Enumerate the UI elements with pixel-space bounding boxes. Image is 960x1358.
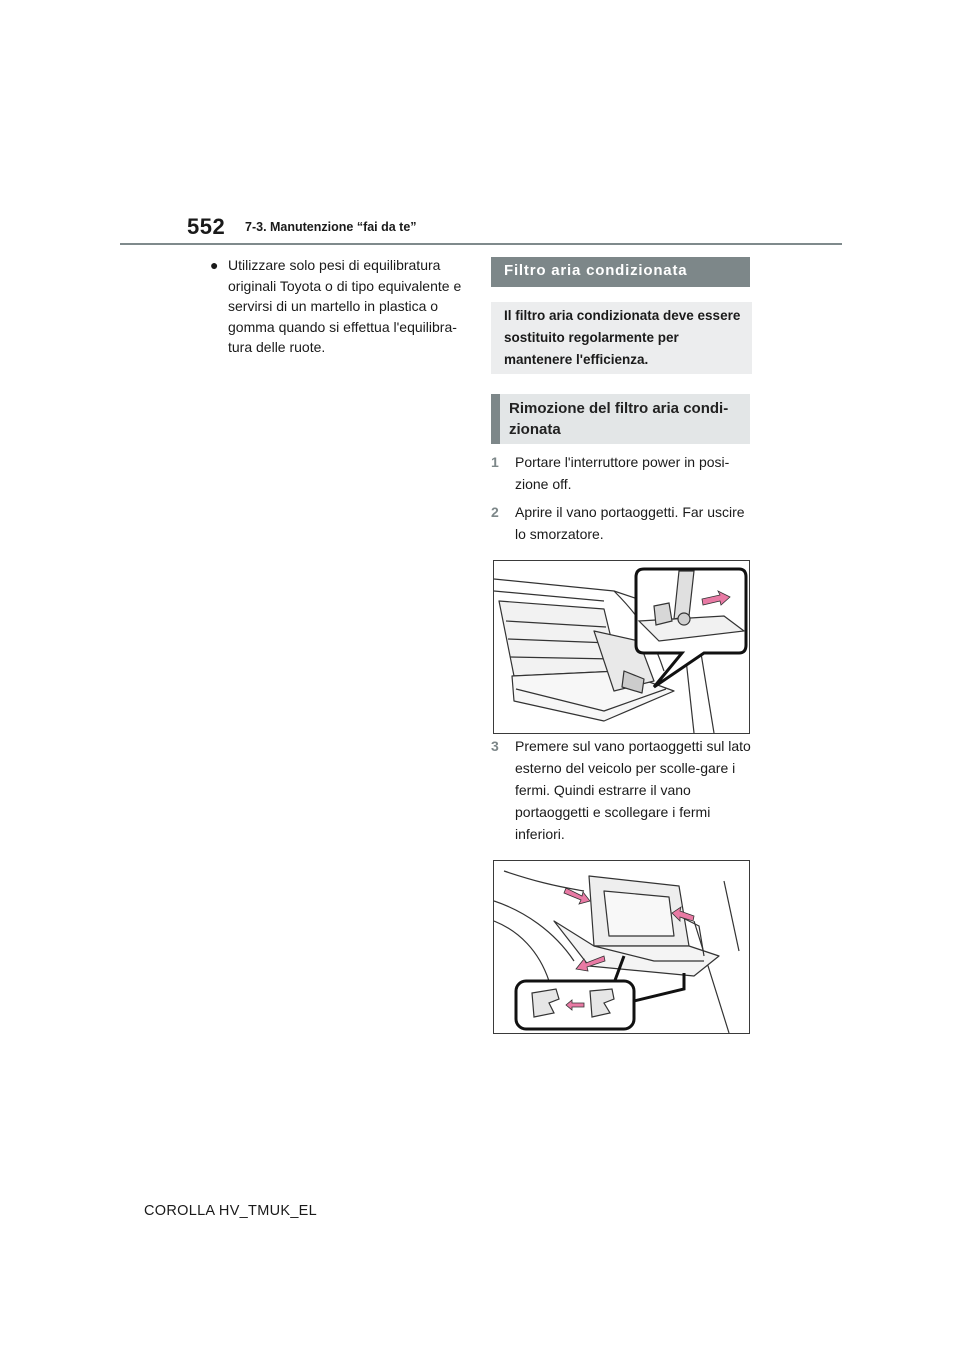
bullet-dot-icon: ● xyxy=(210,257,219,273)
push-arrow-icon xyxy=(564,888,590,904)
illustration-damper xyxy=(493,560,750,734)
header-divider xyxy=(120,243,842,245)
bullet-item xyxy=(210,255,465,358)
bullet-text: Utilizzare solo pesi di equilibratura originali Toyota o di tipo equivalente e servirsi di un martello in plastica o gomma quando si effettua l'equilibra-tura delle ruote. xyxy=(228,257,462,355)
step-text: Aprire il vano portaoggetti. Far uscire lo smorzatore. xyxy=(515,504,745,542)
step-text: Portare l'interruttore power in posi-zione off. xyxy=(515,454,730,492)
model-code: COROLLA HV_TMUK_EL xyxy=(144,1203,318,1219)
step-text: Premere sul vano portaoggetti sul lato esterno del veicolo per scolle-gare i fermi. Quindi estrarre il vano portaoggetti e scollegare i fermi inferiori. xyxy=(515,738,751,842)
step-number: 3 xyxy=(491,738,499,754)
step-2 xyxy=(491,501,753,545)
info-note: Il filtro aria condizionata deve essere sostituito regolarmente per mantenere l'efficienza. xyxy=(491,302,752,374)
page-number: 552 xyxy=(187,214,226,239)
step-1 xyxy=(491,451,753,495)
step-number: 1 xyxy=(491,454,499,470)
illustration-glovebox-removal xyxy=(493,860,750,1034)
section-banner: Filtro aria condizionata xyxy=(491,257,750,287)
step-number: 2 xyxy=(491,504,499,520)
step-3 xyxy=(491,735,753,845)
damper-drawing xyxy=(494,561,749,733)
glovebox-drawing xyxy=(494,861,749,1033)
section-title: 7-3. Manutenzione “fai da te” xyxy=(245,220,417,234)
procedure-heading: Rimozione del filtro aria condi-zionata xyxy=(491,394,750,444)
